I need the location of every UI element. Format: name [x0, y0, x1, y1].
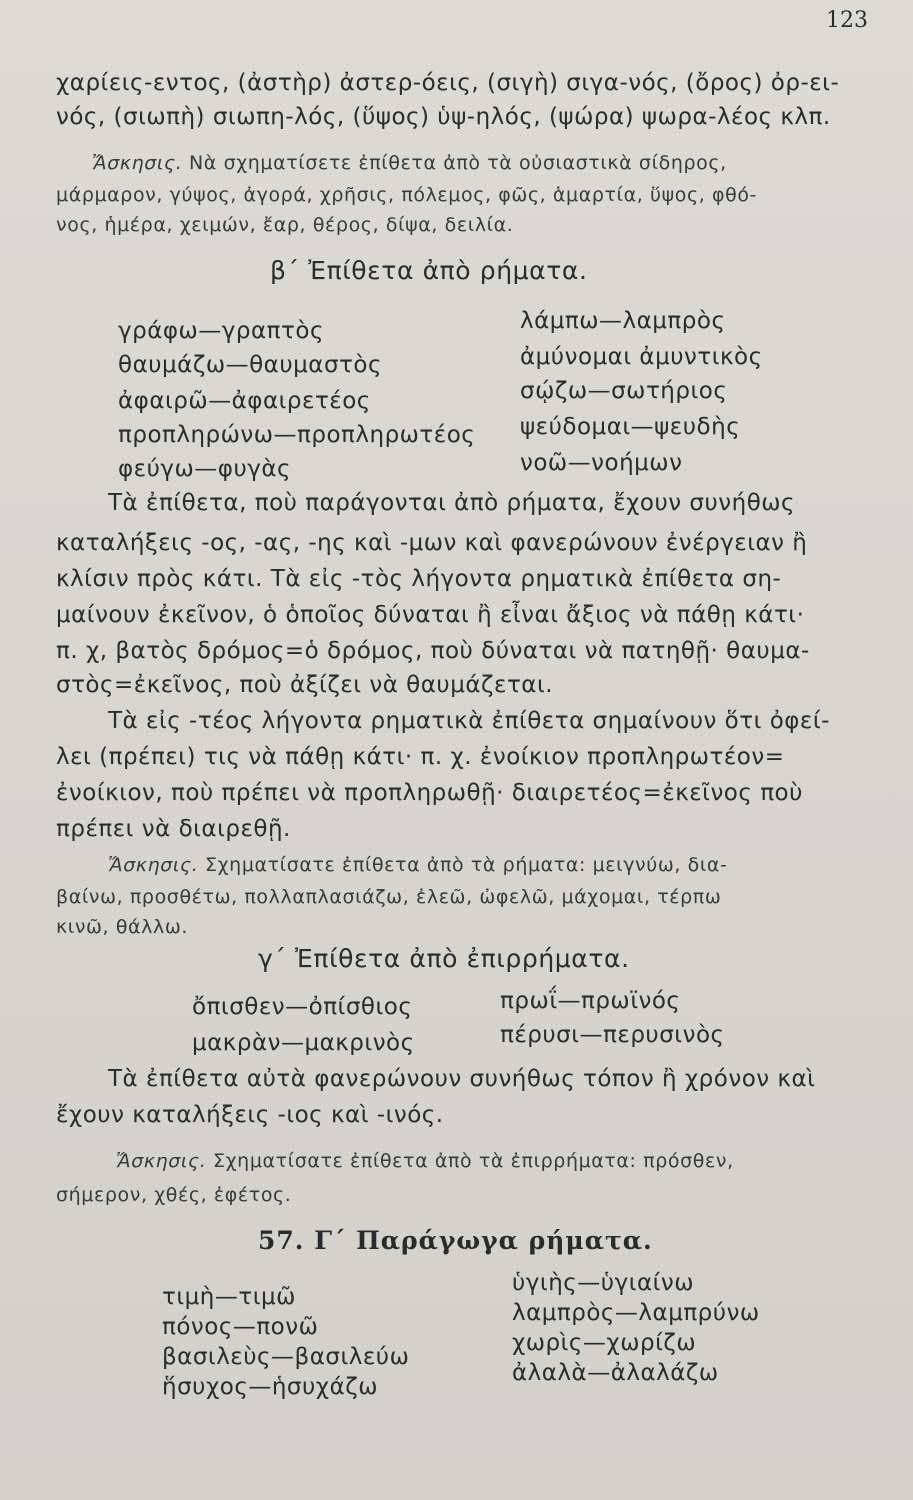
section-57-right-3: χωρὶς—χωρίζω: [512, 1330, 697, 1356]
section-b-heading: β΄ Ἐπίθετα ἀπὸ ρήματα.: [270, 256, 588, 285]
section-57-heading: 57. Γ΄ Παράγωγα ρήματα.: [258, 1226, 653, 1255]
section-c-heading: γ΄ Ἐπίθετα ἀπὸ ἐπιρρήματα.: [258, 944, 630, 973]
section-57-right-1: ὑγιὴς—ὑγιαίνω: [512, 1270, 695, 1296]
section-57-left-4: ἥσυχος—ἡσυχάζω: [162, 1374, 378, 1400]
section-c-right-2: πέρυσι—περυσινὸς: [500, 1022, 725, 1048]
section-b-para2-line-3: ἐνοίκιον, ποὺ πρέπει νὰ προπληρωθῇ· διαιρετέος=ἐκεῖνος ποὺ: [56, 780, 803, 806]
exercise-text: Νὰ σχηματίσετε ἐπίθετα ἀπὸ τὰ οὐσιαστικὰ σίδηρος,: [182, 152, 727, 174]
section-c-left-2: μακρὰν—μακρινὸς: [192, 1030, 415, 1056]
exercise-2-line-1: [108, 854, 727, 876]
section-b-para1-line-4: μαίνουν ἐκεῖνον, ὁ ὁποῖος δύναται ἢ εἶναι ἄξιος νὰ πάθῃ κάτι·: [56, 602, 805, 628]
section-b-right-2: ἀμύνομαι ἀμυντικὸς: [520, 344, 763, 370]
section-b-right-4: ψεύδομαι—ψευδὴς: [520, 414, 741, 440]
exercise-2-line-2: βαίνω, προσθέτω, πολλαπλασιάζω, ἐλεῶ, ὠφελῶ, μάχομαι, τέρπω: [56, 886, 722, 908]
section-c-para-line-1: Τὰ ἐπίθετα αὐτὰ φανερώνουν συνήθως τόπον ἢ χρόνον καὶ: [108, 1066, 816, 1092]
exercise-label: Ἄσκησις.: [92, 152, 183, 174]
section-b-para2-line-2: λει (πρέπει) τις νὰ πάθῃ κάτι· π. χ. ἐνοίκιον προπληρωτέον=: [56, 744, 785, 770]
section-c-para-line-2: ἔχουν καταλήξεις -ιος καὶ -ινός.: [56, 1102, 444, 1128]
intro-line-1: χαρίεις-εντος, (ἀστὴρ) ἀστερ-όεις, (σιγὴ) σιγα-νός, (ὄρος) ὀρ-ει-: [56, 70, 840, 96]
exercise-3-line-1: [116, 1150, 734, 1172]
intro-line-2: νός, (σιωπὴ) σιωπη-λός, (ὕψος) ὑψ-ηλός, (ψώρα) ψωρα-λέος κλπ.: [56, 104, 831, 130]
section-57-left-1: τιμὴ—τιμῶ: [162, 1284, 296, 1310]
section-b-para1-line-1: Τὰ ἐπίθετα, ποὺ παράγονται ἀπὸ ρήματα, ἔχουν συνήθως: [108, 490, 796, 516]
section-b-right-1: λάμπω—λαμπρὸς: [520, 308, 726, 334]
section-b-para1-line-2: καταλήξεις -ος, -ας, -ης καὶ -μων καὶ φανερώνουν ἐνέργειαν ἢ: [56, 530, 808, 556]
exercise-1-line-1: [92, 152, 727, 174]
exercise-1-line-2: μάρμαρον, γύψος, ἀγορά, χρῆσις, πόλεμος, φῶς, ἁμαρτία, ὕψος, φθό-: [56, 184, 758, 206]
section-b-left-4: προπληρώνω—προπληρωτέος: [118, 422, 476, 448]
page-number: 123: [826, 8, 868, 33]
section-b-para1-line-6: στὸς=ἐκεῖνος, ποὺ ἀξίζει νὰ θαυμάζεται.: [56, 672, 554, 698]
section-b-para2-line-1: Τὰ εἰς -τέος λήγοντα ρηματικὰ ἐπίθετα σημαίνουν ὅτι ὀφεί-: [108, 708, 830, 734]
section-b-left-3: ἀφαιρῶ—ἀφαιρετέος: [118, 388, 371, 414]
section-b-left-2: θαυμάζω—θαυμαστὸς: [118, 352, 382, 378]
section-b-right-3: σῴζω—σωτήριος: [520, 378, 728, 404]
section-b-left-1: γράφω—γραπτὸς: [118, 318, 324, 344]
exercise-label: Ἄσκησις.: [116, 1150, 207, 1172]
section-b-left-5: φεύγω—φυγὰς: [118, 456, 292, 482]
section-57-right-2: λαμπρὸς—λαμπρύνω: [512, 1300, 760, 1326]
exercise-1-line-3: νος, ἡμέρα, χειμών, ἔαρ, θέρος, δίψα, δειλία.: [56, 214, 514, 236]
exercise-2-line-3: κινῶ, θάλλω.: [56, 916, 189, 938]
exercise-text: Σχηματίσατε ἐπίθετα ἀπὸ τὰ ἐπιρρήματα: πρόσθεν,: [206, 1150, 734, 1172]
section-b-para1-line-5: π. χ, βατὸς δρόμος=ὁ δρόμος, ποὺ δύναται νὰ πατηθῇ· θαυμα-: [56, 638, 810, 664]
section-57-right-4: ἀλαλὰ—ἀλαλάζω: [512, 1360, 719, 1386]
exercise-3-line-2: σήμερον, χθές, ἐφέτος.: [56, 1184, 292, 1206]
section-57-left-2: πόνος—πονῶ: [162, 1314, 319, 1340]
section-b-para1-line-3: κλίσιν πρὸς κάτι. Τὰ εἰς -τὸς λήγοντα ρηματικὰ ἐπίθετα ση-: [56, 566, 782, 592]
exercise-label: Ἄσκησις.: [108, 854, 199, 876]
section-57-left-3: βασιλεὺς—βασιλεύω: [162, 1344, 410, 1370]
section-b-right-5: νοῶ—νοήμων: [520, 450, 683, 476]
section-b-para2-line-4: πρέπει νὰ διαιρεθῇ.: [56, 816, 291, 842]
section-c-left-1: ὄπισθεν—ὀπίσθιος: [192, 994, 413, 1020]
exercise-text: Σχηματίσατε ἐπίθετα ἀπὸ τὰ ρήματα: μειγνύω, δια-: [198, 854, 728, 876]
section-c-right-1: πρωΐ—πρωϊνός: [500, 988, 681, 1014]
